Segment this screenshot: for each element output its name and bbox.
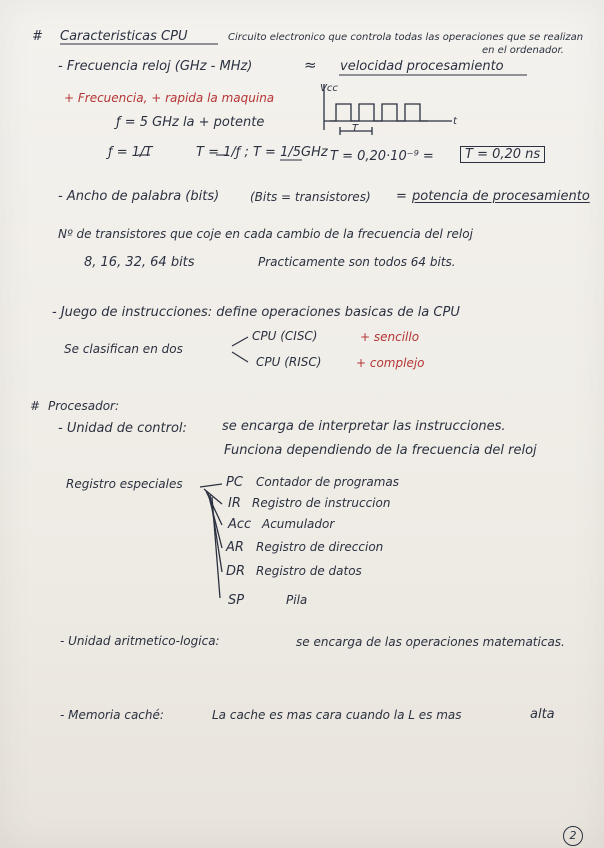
word-label: - Ancho de palabra (bits) bbox=[58, 189, 220, 204]
approx-symbol: ≈ bbox=[304, 56, 317, 74]
cache-description-end: alta bbox=[530, 707, 555, 722]
registers-label: Registro especiales bbox=[66, 477, 183, 491]
graph-t-label: t bbox=[453, 116, 457, 127]
register-name: Acumulador bbox=[262, 517, 335, 531]
register-name: Pila bbox=[286, 593, 308, 607]
square-wave bbox=[330, 104, 428, 121]
t-result-boxed: T = 0,20 ns bbox=[460, 146, 545, 163]
register-abbr: AR bbox=[226, 540, 244, 555]
t-value: T = 0,20·10⁻⁹ = bbox=[330, 149, 434, 164]
alu-description: se encarga de las operaciones matematicas. bbox=[296, 635, 565, 649]
registers-bracket bbox=[200, 484, 222, 598]
clock-waveform bbox=[324, 84, 452, 135]
control-label: - Unidad de control: bbox=[58, 421, 187, 436]
register-name: Registro de direccion bbox=[256, 540, 384, 554]
page-number: 2 bbox=[563, 826, 583, 846]
instr-label: - Juego de instrucciones: define operaciones basicas de la CPU bbox=[52, 305, 460, 320]
section2-title: Procesador: bbox=[48, 399, 120, 413]
section1-description-2: en el ordenador. bbox=[482, 45, 564, 56]
freq-red-note: + Frecuencia, + rapida la maquina bbox=[64, 91, 275, 105]
control-description-2: Funciona dependiendo de la frecuencia del reloj bbox=[224, 443, 537, 458]
word-note: Practicamente son todos 64 bits. bbox=[258, 255, 456, 269]
control-description: se encarga de interpretar las instrucciones. bbox=[222, 419, 506, 434]
freq-example: ƒ = 5 GHz la + potente bbox=[116, 115, 265, 130]
word-result: potencia de procesamiento bbox=[412, 189, 590, 204]
classify-bracket bbox=[232, 337, 248, 362]
alu-label: - Unidad aritmetico-logica: bbox=[60, 634, 220, 648]
f-formula: ƒ = 1/T bbox=[108, 145, 153, 160]
section2-bullet: # bbox=[30, 399, 41, 413]
graph-vcc-label: Vcc bbox=[320, 83, 338, 94]
register-abbr: SP bbox=[228, 593, 245, 608]
register-abbr: IR bbox=[228, 496, 241, 511]
word-line2: Nº de transistores que coje en cada cambio de la frecuencia del reloj bbox=[58, 227, 473, 241]
instr-split: Se clasifican en dos bbox=[64, 342, 183, 356]
t-formula: T = 1/ƒ ; T = 1/5GHz bbox=[196, 145, 328, 160]
cache-label: - Memoria caché: bbox=[60, 708, 164, 722]
section1-description: Circuito electronico que controla todas las operaciones que se realizan bbox=[228, 32, 584, 43]
register-name: Registro de instruccion bbox=[252, 496, 391, 510]
register-abbr: DR bbox=[226, 564, 246, 579]
register-name: Registro de datos bbox=[256, 564, 362, 578]
risc-note: + complejo bbox=[356, 356, 425, 370]
cisc-note: + sencillo bbox=[360, 330, 420, 344]
word-paren: (Bits = transistores) bbox=[250, 190, 371, 204]
freq-label: - Frecuencia reloj (GHz - MHz) bbox=[58, 59, 253, 74]
cache-description: La cache es mas cara cuando la L es mas bbox=[212, 708, 462, 722]
risc-label: CPU (RISC) bbox=[256, 355, 322, 369]
freq-result: velocidad procesamiento bbox=[340, 59, 504, 74]
register-name: Contador de programas bbox=[256, 475, 399, 489]
word-values: 8, 16, 32, 64 bits bbox=[84, 255, 195, 270]
word-dash: = bbox=[396, 189, 407, 204]
cisc-label: CPU (CISC) bbox=[252, 329, 318, 343]
register-abbr: PC bbox=[226, 475, 243, 490]
graph-period-label: T bbox=[352, 123, 359, 134]
section1-bullet: # bbox=[32, 29, 43, 44]
register-abbr: Acc bbox=[228, 517, 252, 532]
section1-title: Caracteristicas CPU bbox=[60, 29, 188, 44]
